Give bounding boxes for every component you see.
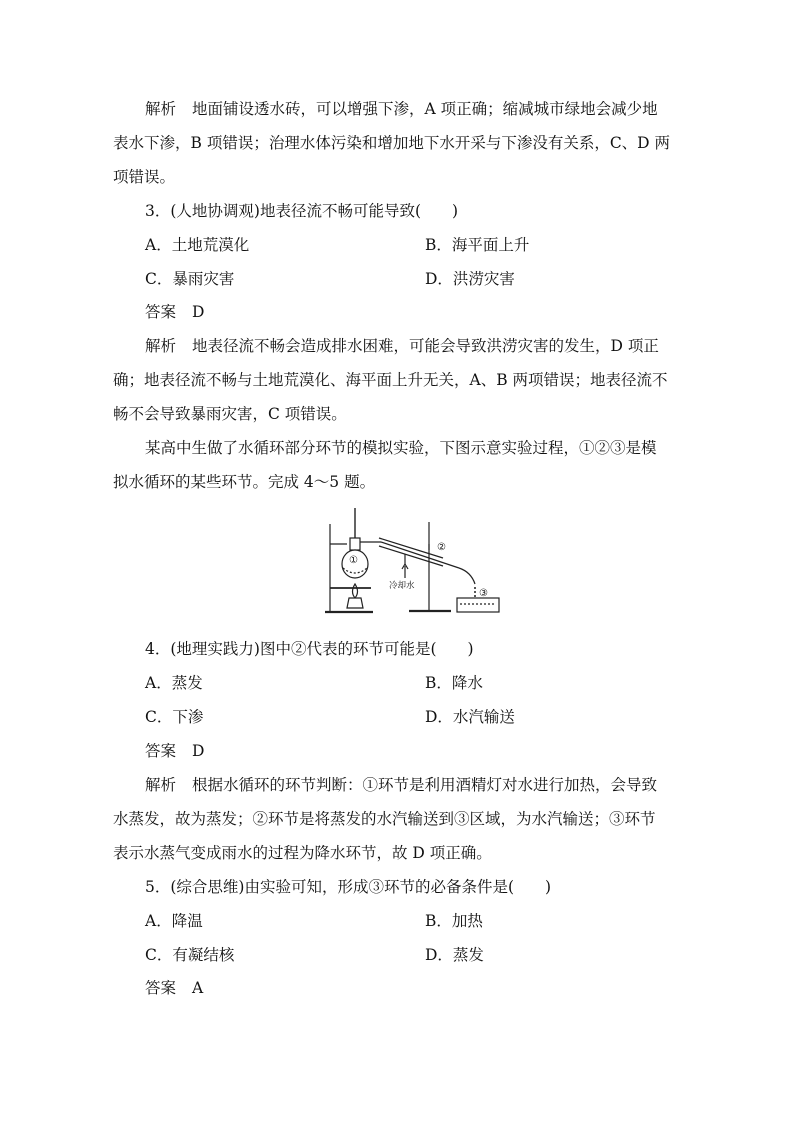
analysis-tag: 解析 xyxy=(145,100,177,118)
q2-analysis-line-2: 表水下渗，B 项错误；治理水体污染和增加地下水开采与下渗没有关系，C、D 两 xyxy=(113,134,671,152)
drop-3 xyxy=(474,595,476,597)
q2-analysis-line-3: 项错误。 xyxy=(113,168,176,186)
answer-tag: 答案 xyxy=(145,303,177,321)
outlet-tube xyxy=(459,568,475,584)
q3-analysis-line-1: 解析 地表径流不畅会造成排水困难，可能会导致洪涝灾害的发生，D 项正 xyxy=(145,337,659,355)
inner-tube xyxy=(381,542,459,568)
q5-option-a: A．降温 xyxy=(145,912,203,930)
answer-value: D xyxy=(192,742,205,760)
answer-tag: 答案 xyxy=(145,979,177,997)
q5-answer xyxy=(145,977,688,999)
q4-option-b: B．降水 xyxy=(425,674,483,692)
alcohol-lamp xyxy=(347,598,363,608)
analysis-tag: 解析 xyxy=(145,337,177,355)
answer-tag: 答案 xyxy=(145,742,177,760)
answer-value: A xyxy=(192,979,204,997)
label-three: ③ xyxy=(479,588,488,599)
label-cold-water: 冷却水 xyxy=(389,581,415,591)
q4-option-c: C．下渗 xyxy=(145,708,204,726)
experiment-figure xyxy=(325,508,505,620)
analysis-tag: 解析 xyxy=(145,776,177,794)
q5-stem: 5．(综合思维)由实验可知，形成③环节的必备条件是( ) xyxy=(145,878,552,896)
q3-option-c: C．暴雨灾害 xyxy=(145,270,235,288)
q3-option-b: B．海平面上升 xyxy=(425,236,530,254)
q4-answer xyxy=(145,740,688,762)
q3-option-a: A．土地荒漠化 xyxy=(145,236,250,254)
answer-value: D xyxy=(192,303,205,321)
distillation-apparatus-diagram xyxy=(325,508,505,620)
q5-option-d: D．蒸发 xyxy=(425,946,484,964)
condenser-top xyxy=(379,538,443,558)
q3-analysis-line-3: 畅不会导致暴雨灾害，C 项错误。 xyxy=(113,405,347,423)
q4-analysis-line-1: 解析 根据水循环的环节判断：①环节是利用酒精灯对水进行加热，会导致 xyxy=(145,776,658,794)
label-two: ② xyxy=(437,542,446,553)
intro-line-2: 拟水循环的某些环节。完成 4～5 题。 xyxy=(113,473,376,491)
drop-1 xyxy=(474,587,476,589)
flask-neck xyxy=(350,538,360,550)
q4-option-d: D．水汽输送 xyxy=(425,708,515,726)
q4-analysis-line-2: 水蒸发，故为蒸发；②环节是将蒸发的水汽输送到③区域，为水汽输送；③环节 xyxy=(113,810,656,828)
q5-option-b: B．加热 xyxy=(425,912,483,930)
q2-analysis-line-1: 解析 地面铺设透水砖，可以增强下渗，A 项正确；缩减城市绿地会减少地 xyxy=(145,100,658,118)
condenser-bottom xyxy=(379,546,443,566)
q4-stem: 4．(地理实践力)图中②代表的环节可能是( ) xyxy=(145,640,474,658)
beaker xyxy=(457,598,499,612)
intro-line-1: 某高中生做了水循环部分环节的模拟实验，下图示意实验过程，①②③是模 xyxy=(145,439,657,457)
drop-2 xyxy=(474,591,476,593)
flame xyxy=(353,584,358,598)
q3-analysis-line-2: 确；地表径流不畅与土地荒漠化、海平面上升无关，A、B 两项错误；地表径流不 xyxy=(113,371,668,389)
q3-option-d: D．洪涝灾害 xyxy=(425,270,515,288)
q3-answer xyxy=(145,301,688,323)
q3-stem: 3．(人地协调观)地表径流不畅可能导致( ) xyxy=(145,202,459,220)
q4-option-a: A．蒸发 xyxy=(145,674,203,692)
q5-option-c: C．有凝结核 xyxy=(145,946,235,964)
q4-analysis-line-3: 表示水蒸气变成雨水的过程为降水环节，故 D 项正确。 xyxy=(113,844,492,862)
label-one: ① xyxy=(349,555,358,566)
